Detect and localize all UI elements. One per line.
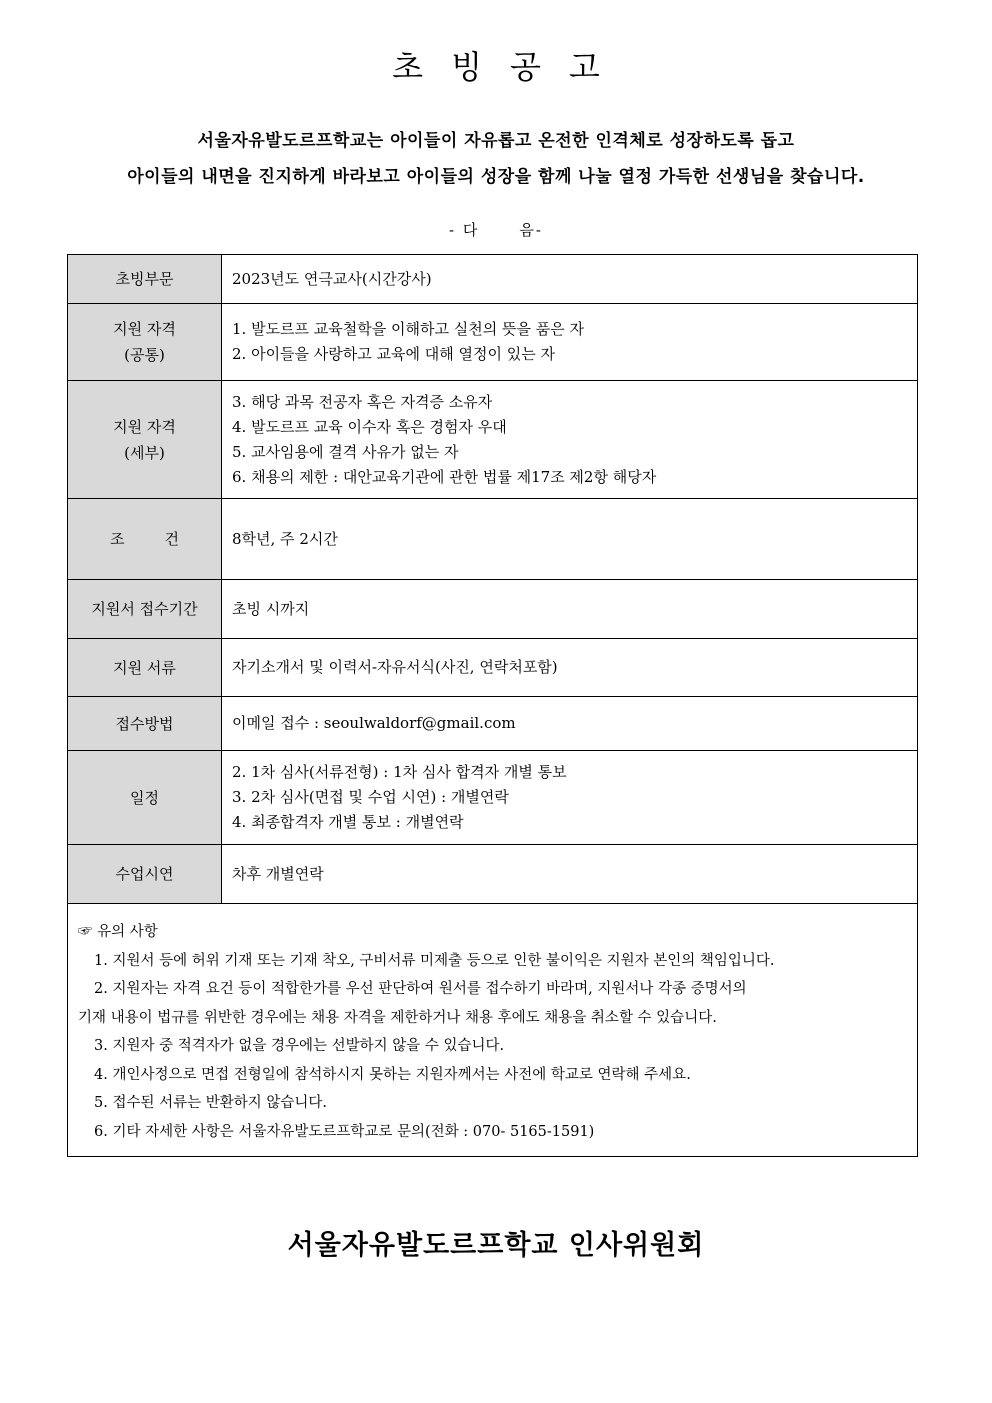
table-row-qual-common	[68, 304, 918, 381]
qual-detail-label	[68, 381, 222, 499]
table-row-method	[68, 697, 918, 751]
documents-label: 지원 서류	[68, 639, 222, 697]
notes-heading: ☞ 유의 사항	[78, 924, 158, 940]
note-item-3: 3. 지원자 중 적격자가 없을 경우에는 선발하지 않을 수 있습니다.	[94, 1038, 505, 1054]
period-label: 지원서 접수기간	[68, 580, 222, 639]
qual-detail-line-5: 5. 교사임용에 결격 사유가 없는 자	[232, 442, 459, 461]
position-label: 초빙부문	[68, 255, 222, 304]
schedule-line-2: 2. 1차 심사(서류전형) : 1차 심사 합격자 개별 통보	[232, 763, 567, 781]
note-item-6: 6. 기타 자세한 사항은 서울자유발도르프학교로 문의(전화 : 070- 5165-1591)	[94, 1123, 595, 1140]
subheading-right: 음-	[519, 221, 543, 239]
schedule-line-3: 3. 2차 심사(면접 및 수업 시연) : 개별연락	[232, 788, 509, 806]
note-item-1: 1. 지원서 등에 허위 기재 또는 기재 착오, 구비서류 미제출 등으로 인한 불이익은 지원자 본인의 책임입니다.	[94, 952, 775, 969]
intro-line-2: 아이들의 내면을 진지하게 바라보고 아이들의 성장을 함께 나눌 열정 가득한 선생님을 찾습니다.	[127, 167, 865, 187]
qual-common-line-2: 2. 아이들을 사랑하고 교육에 대해 열정이 있는 자	[232, 345, 555, 363]
table-row-documents	[68, 639, 918, 697]
recruitment-table	[67, 254, 918, 1157]
note-item-4: 4. 개인사정으로 면접 전형일에 참석하시지 못하는 지원자께서는 사전에 학교로 연락해 주세요.	[94, 1066, 691, 1083]
condition-label-a: 조	[110, 530, 125, 548]
method-label: 접수방법	[68, 697, 222, 751]
table-row-condition	[68, 499, 918, 580]
condition-label-b: 건	[164, 530, 179, 548]
note-item-5: 5. 접수된 서류는 반환하지 않습니다.	[94, 1095, 327, 1111]
schedule-label: 일정	[68, 751, 222, 845]
qual-common-label	[68, 304, 222, 381]
table-row-position	[68, 255, 918, 304]
qual-common-value	[222, 304, 918, 381]
qual-detail-line-6: 6. 채용의 제한 : 대안교육기관에 관한 법률 제17조 제2항 해당자	[232, 467, 657, 486]
table-row-notes	[68, 904, 918, 1157]
note-item-2-cont: 기재 내용이 법규를 위반한 경우에는 채용 자격을 제한하거나 채용 후에도 채용을 취소할 수 있습니다.	[78, 1009, 717, 1026]
qual-detail-line-4: 4. 발도르프 교육 이수자 혹은 경험자 우대	[232, 417, 507, 436]
qual-common-line-1: 1. 발도르프 교육철학을 이해하고 실천의 뜻을 품은 자	[232, 320, 584, 338]
subheading-left: - 다	[449, 221, 480, 239]
table-row-period	[68, 580, 918, 639]
schedule-value	[222, 751, 918, 845]
condition-value: 8학년, 주 2시간	[222, 499, 918, 580]
footer-committee: 서울자유발도르프학교 인사위원회	[287, 1230, 705, 1261]
demo-value: 차후 개별연락	[222, 845, 918, 904]
qual-detail-label-1: 지원 자격	[113, 417, 176, 436]
intro-line-1: 서울자유발도르프학교는 아이들이 자유롭고 온전한 인격체로 성장하도록 돕고	[197, 131, 795, 151]
position-value: 2023년도 연극교사(시간강사)	[222, 255, 918, 304]
method-value: 이메일 접수 : seoulwaldorf@gmail.com	[222, 697, 918, 751]
demo-label: 수업시연	[68, 845, 222, 904]
qual-common-label-1: 지원 자격	[113, 320, 176, 338]
notes-cell	[68, 904, 918, 1157]
qual-detail-line-3: 3. 해당 과목 전공자 혹은 자격증 소유자	[232, 392, 493, 411]
note-item-2: 2. 지원자는 자격 요건 등이 적합한가를 우선 판단하여 원서를 접수하기 바라며, 지원서나 각종 증명서의	[94, 981, 747, 997]
schedule-line-4: 4. 최종합격자 개별 통보 : 개별연락	[232, 813, 464, 831]
period-value: 초빙 시까지	[222, 580, 918, 639]
qual-detail-value	[222, 381, 918, 499]
qual-detail-label-2: (세부)	[124, 443, 165, 462]
table-row-schedule	[68, 751, 918, 845]
condition-label	[68, 499, 222, 580]
page-title: 초빙공고	[392, 48, 628, 86]
qual-common-label-2: (공통)	[124, 346, 165, 364]
table-row-demo	[68, 845, 918, 904]
table-row-qual-detail	[68, 381, 918, 499]
documents-value: 자기소개서 및 이력서-자유서식(사진, 연락처포함)	[222, 639, 918, 697]
subheading	[0, 219, 992, 240]
